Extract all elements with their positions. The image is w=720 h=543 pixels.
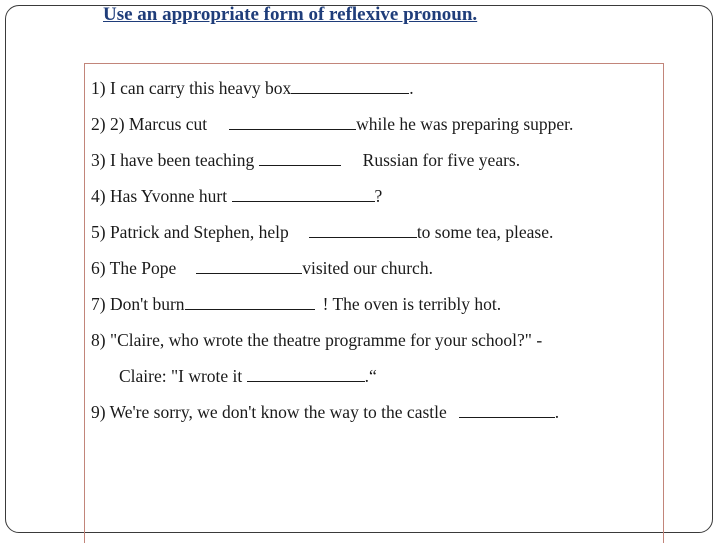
answer-blank[interactable] xyxy=(309,236,417,238)
answer-blank[interactable] xyxy=(247,380,365,382)
answer-blank[interactable] xyxy=(229,128,356,130)
answer-blank[interactable] xyxy=(196,272,302,274)
sentence-8: 8) "Claire, who wrote the theatre programme for your school?" - xyxy=(91,330,543,350)
sentence-6: 6) The Pope visited our church. xyxy=(91,258,433,278)
sentence-5: 5) Patrick and Stephen, help to some tea, please. xyxy=(91,222,554,242)
sentence-7: 7) Don't burn ! The oven is terribly hot. xyxy=(91,294,502,314)
sentence-3: 3) I have been teaching Russian for five years. xyxy=(91,150,521,170)
answer-blank[interactable] xyxy=(232,200,375,202)
answer-blank[interactable] xyxy=(259,164,341,166)
answer-blank[interactable] xyxy=(459,416,555,418)
exercise-title: Use an appropriate form of reflexive pronoun. xyxy=(103,4,478,25)
sentence-2: 2) 2) Marcus cut while he was preparing supper. xyxy=(91,114,574,134)
sentence-1: 1) I can carry this heavy box . xyxy=(91,78,414,98)
sentence-9: 9) We're sorry, we don't know the way to the castle . xyxy=(91,402,560,422)
answer-blank[interactable] xyxy=(185,308,315,310)
sentence-4: 4) Has Yvonne hurt ? xyxy=(91,186,383,206)
sentence-8-answer: Claire: "I wrote it .“ xyxy=(119,366,377,386)
answer-blank[interactable] xyxy=(291,92,409,94)
